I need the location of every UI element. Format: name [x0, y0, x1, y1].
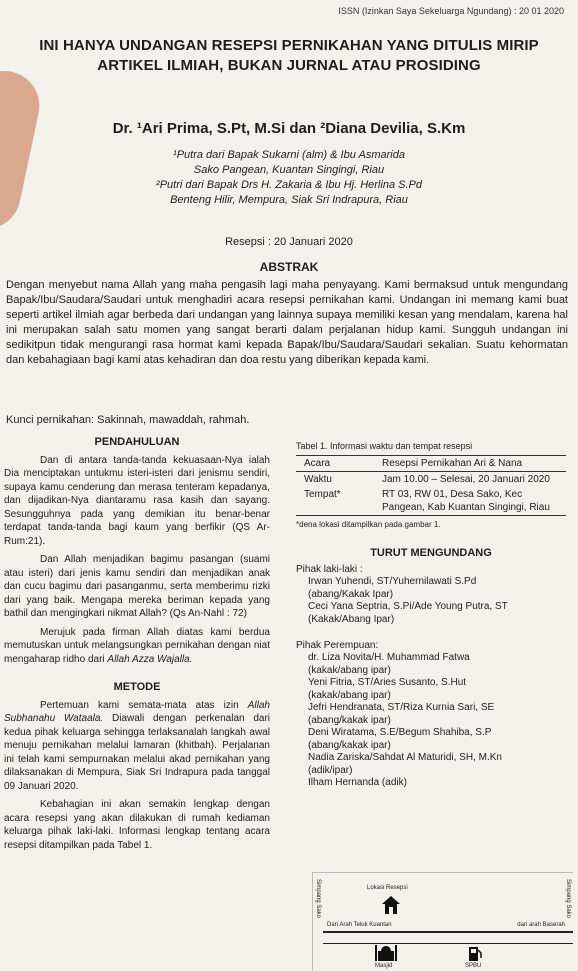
document-title: INI HANYA UNDANGAN RESEPSI PERNIKAHAN YANG DITULIS MIRIP ARTIKEL ILMIAH, BUKAN JURNAL ATAU PROSIDING [39, 37, 539, 74]
invitee-line: Ilham Hernanda (adik) [308, 777, 407, 788]
table-note: *dena lokasi ditampilkan pada gambar 1. [296, 520, 441, 529]
invitee-line: dr. Liza Novita/H. Muhammad Fatwa [308, 652, 470, 663]
map-left-label: Simpang Sako [315, 879, 321, 919]
table-key: Waktu [304, 474, 332, 485]
invitee-line: Deni Wiratama, S.E/Begum Shahiba, S.P [308, 727, 492, 738]
table-row [296, 472, 566, 488]
affiliations [60, 148, 518, 208]
invitee-line: (kakak/abang ipar) [308, 664, 391, 676]
invitee-line: (Kakak/Abang Ipar) [308, 613, 395, 625]
right-column [296, 440, 566, 790]
metode-text: Pertemuan kami semata-mata atas izin [40, 699, 239, 711]
authors-line: Dr. ¹Ari Prima, S.Pt, M.Si dan ²Diana Devilia, S.Km [112, 120, 466, 137]
location-map [312, 872, 573, 971]
metode-heading: METODE [113, 681, 161, 693]
table-caption: Tabel 1. Informasi waktu dan tempat resepsi [296, 441, 473, 451]
pendahuluan-paragraph: Dan Allah menjadikan bagimu pasangan (suami atau isteri) dari jenis kamu sendiri dan menjadikan anak dan cucu bagimu dari pasanganmu, serta memberimu rizki dari yang baik. Mengapa mereka beriman kepada yang bathil dan mengingkari nikmat Allah? (Qs An-Nahl : 72) [4, 554, 270, 619]
map-road [323, 931, 573, 933]
affiliation-line: ¹Putra dari Bapak Sukarni (alm) & Ibu Asmarida [173, 149, 405, 161]
pendahuluan-paragraph [4, 626, 270, 667]
invitee-line: Jefri Hendranata, ST/Riza Kurnia Sari, SE [308, 702, 495, 713]
invitee-line: (abang/kakak ipar) [308, 739, 391, 751]
map-location-label: Lokasi Resepsi [367, 885, 408, 891]
pendahuluan-paragraph: Dan di antara tanda-tanda kekuasaan-Nya ialah Dia menciptakan untukmu isteri-isteri dari jenismu sendiri, supaya kamu cenderung dan merasa tenteram kepadanya, dan dijadikan-Nya diantaramu rasa kasih dan sayang. Sesungguhnya pada yang demikian itu benar-benar terdapat tanda-tanda bagi kaum yang berfikir (QS Ar-Rum:21). [4, 454, 270, 547]
fuel-pump-icon [467, 945, 483, 961]
info-table [296, 455, 566, 516]
invitee-line: (kakak/abang ipar) [308, 689, 391, 701]
table-value: Resepsi Pernikahan Ari & Nana [379, 456, 566, 472]
table-key: Tempat* [304, 489, 341, 500]
invitee-line: Irwan Yuhendi, ST/Yuhernilawati S.Pd [308, 576, 477, 587]
map-mosque-label: Masjid [375, 963, 393, 969]
female-party-label: Pihak Perempuan: [296, 640, 379, 651]
table-key: Acara [296, 456, 379, 472]
map-right-label: Simpang Sako [565, 879, 571, 919]
map-pump-label: SPBU [465, 963, 482, 969]
table-row [296, 487, 566, 516]
invitee-line: (abang/Kakak Ipar) [308, 588, 394, 600]
affiliation-line: Benteng Hilir, Mempura, Siak Sri Indrapura, Riau [170, 194, 408, 206]
issn-line: ISSN (Izinkan Saya Sekeluarga Ngundang) : 20 01 2020 [338, 6, 564, 16]
invitee-line: Yeni Fitria, ST/Aries Susanto, S.Hut [308, 677, 467, 688]
house-icon [381, 895, 401, 915]
metode-paragraph: Kebahagian ini akan semakin lengkap dengan acara resepsi yang akan dilakukan di rumah kediaman keluarga pihak laki-laki. Informasi lengkap tentang acara resepsi ditampilkan pada Tabel 1. [4, 799, 270, 851]
table-value: Jam 10.00 – Selesai, 20 Januari 2020 [382, 474, 550, 485]
pendahuluan-heading: PENDAHULUAN [94, 436, 180, 448]
metode-paragraph [4, 699, 270, 794]
invitee-line: (adik/ipar) [308, 764, 353, 776]
table-value: RT 03, RW 01, Desa Sako, Kec Pangean, Kab Kuantan Singingi, Riau [382, 489, 550, 513]
male-party-label: Pihak laki-laki : [296, 564, 363, 575]
mosque-icon [375, 943, 397, 961]
thumb [0, 64, 46, 235]
invitee-line: Nadia Zariska/Sahdat Al Maturidi, SH, M.Kn [308, 752, 502, 763]
left-column [4, 436, 270, 857]
turut-mengundang-heading: TURUT MENGUNDANG [370, 547, 492, 559]
affiliation-line: ²Putri dari Bapak Drs H. Zakaria & Ibu Hj. Herlina S.Pd [156, 179, 422, 191]
invitee-line: Ceci Yana Septria, S.Pi/Ade Young Putra, ST [308, 601, 508, 612]
invitee-line: (abang/kakak ipar) [308, 714, 391, 726]
table-row [296, 456, 566, 472]
map-from-right: dari arah Baserah [517, 922, 565, 928]
abstract-text: Dengan menyebut nama Allah yang maha pengasih lagi maha penyayang. Kami bermaksud untuk mengundang Bapak/Ibu/Saudara/Saudari untuk menghadiri acara resepsi pernikahan kami. Undangan ini memang kami buat seperti artikel ilmiah agar berbeda dari undangan yang lainnya supaya memiliki kesan yang mendalam, karena hal ini merupakan salah satu momen yang sangat berarti dalam perjalanan hidup kami. Sungguh undangan ini sedikitpun tidak mengurangi rasa hormat kami kepada Bapak/Ibu/Saudara/Saudari sekalian. Suatu kehormatan dan kebahagiaan bagi kami atas kehadiran dan doa restu yang diberikan kepada kami. [6, 279, 568, 366]
affiliation-line: Sako Pangean, Kuantan Singingi, Riau [193, 164, 385, 176]
metode-text: Diawali dengan perkenalan dari kedua pihak keluarga sehingga terlaksanalah langkah awal menuju pernikahan melalui lamaran (khitbah). Perjalanan ini telah kami sempurnakan melalui akad pernikahan yang dilaksanakan di Mempura, Siak Sri Indrapura pada tanggal 09 Januari 2020. [4, 713, 270, 792]
map-from-left: Dari Arah Teluk Kuantan [327, 922, 392, 928]
pendahuluan-italic: Allah Azza Wajalla. [107, 653, 193, 665]
keywords: Kunci pernikahan: Sakinnah, mawaddah, rahmah. [6, 414, 250, 426]
abstract-heading: ABSTRAK [259, 260, 319, 274]
metode-italic: Allah Subhanahu Wataala. [4, 699, 270, 724]
pendahuluan-text: Merujuk pada firman Allah diatas kami berdua memutuskan untuk melangsungkan pernikahan dengan niat mengaharap ridho dari [4, 626, 270, 665]
map-road [323, 943, 573, 944]
reception-date: Resepsi : 20 Januari 2020 [225, 236, 353, 248]
